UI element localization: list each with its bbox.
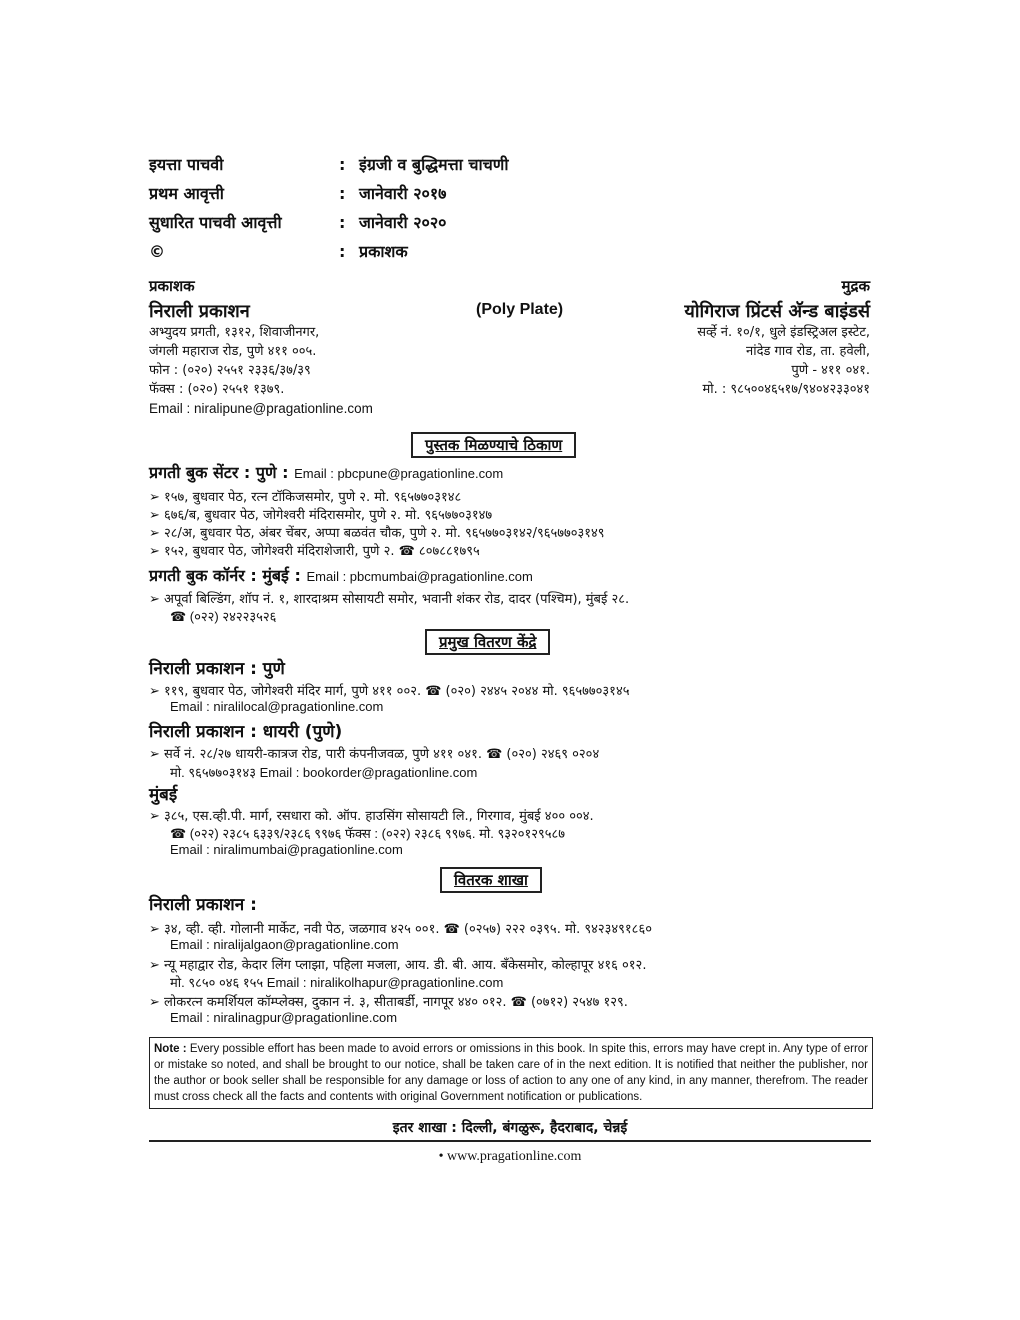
publisher-line: फोन : (०२०) २५५१ २३३६/३७/३९ <box>149 363 311 378</box>
list-item: ➢ अपूर्वा बिल्डिंग, शॉप नं. १, शारदाश्रम सोसायटी समोर, भवानी शंकर रोड, दादर (पश्चिम), मुंबई २८. <box>149 589 629 607</box>
list-item: ➢ ६७६/ब, बुधवार पेठ, जोगेश्वरी मंदिरासमोर, पुणे २. मो. ९६५७७०३१४७ <box>149 505 492 523</box>
publisher-line: फॅक्स : (०२०) २५५१ १३७९. <box>149 382 285 397</box>
website: • www.pragationline.com <box>438 1149 582 1164</box>
list-item: ➢ न्यू महाद्वार रोड, केदार लिंग प्लाझा, पहिला मजला, आय. डी. बी. आय. बँकेसमोर, कोल्हापूर ४१६ ०१२. <box>149 955 646 973</box>
printer-line: सर्व्हे नं. १०/१, धुले इंडस्ट्रिअल इस्टेट, <box>697 325 870 340</box>
note-text: Every possible effort has been made to avoid errors or omissions in this book. In spite this, errors may have crept in. Any type of error or mistake so noted, and shall be brought to our notice, shall be taken care of in the next edition. It is notified that neither the publisher, nor the author or book seller shall be responsible for any damage or loss of action to any one of any kind, in any manner, therefrom. The reader must cross check all the facts and contents with original Government notification or publications. <box>154 1043 868 1103</box>
list-item: ➢ लोकरत्न कमर्शियल कॉम्प्लेक्स, दुकान नं. ३, सीताबर्डी, नागपूर ४४० ०१२. ☎ (०७१२) २५४७ १२९. <box>149 992 628 1010</box>
pbc-mumbai-heading <box>149 564 533 586</box>
list-item: ➢ ११९, बुधवार पेठ, जोगेश्वरी मंदिर मार्ग, पुणे ४११ ००२. ☎ (०२०) २४४५ २०४४ मो. ९६५७७०३१४५ <box>149 681 629 699</box>
printer-line: पुणे - ४११ ०४१. <box>791 363 870 378</box>
publisher-email: Email : niralipune@pragationline.com <box>149 401 373 416</box>
info-key: प्रथम आवृत्ती <box>149 184 224 203</box>
info-row <box>149 182 446 204</box>
list-item-cont: Email : niralijalgaon@pragationline.com <box>170 937 399 952</box>
info-value: प्रकाशक <box>359 242 408 261</box>
info-key: © <box>149 242 165 261</box>
list-item-cont: ☎ (०२२) २४२२३५२६ <box>170 609 277 624</box>
pbc-mumbai-email: Email : pbcmumbai@pragationline.com <box>306 569 533 584</box>
info-key: सुधारित पाचवी आवृत्ती <box>149 213 282 232</box>
info-row <box>149 240 408 262</box>
printer-address <box>697 323 870 399</box>
list-item-cont: ☎ (०२२) २३८५ ६३३९/२३८६ ९९७६ फॅक्स : (०२२) २३८६ ९९७६. मो. ९३२०१२९५८७ <box>170 826 566 841</box>
np-dhayari-heading: निराली प्रकाशन : धायरी (पुणे) <box>149 722 343 742</box>
publisher-name: निराली प्रकाशन <box>149 301 250 322</box>
pbc-pune-heading <box>149 461 503 483</box>
publisher-address <box>149 323 373 418</box>
pbc-pune-title: प्रगती बुक सेंटर : पुणे : <box>149 463 289 482</box>
disclaimer-note <box>149 1037 873 1109</box>
printer-name: योगिराज प्रिंटर्स अ‍ॅन्ड बाइंडर्स <box>684 301 870 322</box>
pbc-pune-email: Email : pbcpune@pragationline.com <box>294 466 504 481</box>
list-item: ➢ ३४, व्ही. व्ही. गोलानी मार्केट, नवी पेठ, जळगाव ४२५ ००१. ☎ (०२५७) २२२ ०३९५. मो. ९४२३४९१८६० <box>149 919 652 937</box>
divider <box>149 1140 871 1142</box>
printer-line: मो. : ९८५००४६५१७/९४०४२३३०४१ <box>702 382 870 397</box>
np-branch-heading: निराली प्रकाशन : <box>149 895 257 915</box>
info-colon: : <box>339 213 346 232</box>
info-row <box>149 153 509 175</box>
list-item-cont: Email : niralimumbai@pragationline.com <box>170 842 403 857</box>
poly-plate: (Poly Plate) <box>476 301 564 318</box>
info-value: इंग्रजी व बुद्धिमत्ता चाचणी <box>359 155 509 174</box>
list-item: ➢ ३८५, एस.व्ही.पी. मार्ग, रसधारा को. ऑप. हाउसिंग सोसायटी लि., गिरगाव, मुंबई ४०० ००४. <box>149 806 594 824</box>
info-colon: : <box>339 184 346 203</box>
note-label: Note : <box>154 1043 187 1055</box>
list-item: ➢ १५७, बुधवार पेठ, रत्न टॉकिजसमोर, पुणे २. मो. ९६५७७०३१४८ <box>149 487 461 505</box>
publisher-heading: प्रकाशक <box>149 277 195 295</box>
pbc-mumbai-title: प्रगती बुक कॉर्नर : मुंबई : <box>149 566 301 585</box>
list-item: ➢ सर्वे नं. २८/२७ धायरी-कात्रज रोड, पारी कंपनीजवळ, पुणे ४११ ०४१. ☎ (०२०) २४६९ ०२०४ <box>149 744 599 762</box>
printer-heading: मुद्रक <box>841 277 870 295</box>
info-colon: : <box>339 155 346 174</box>
list-item: ➢ २८/अ, बुधवार पेठ, अंबर चेंबर, अप्पा बळवंत चौक, पुणे २. मो. ९६५७७०३१४२/९६५७७०३१४९ <box>149 523 605 541</box>
list-item-cont: Email : niralilocal@pragationline.com <box>170 699 384 714</box>
info-value: जानेवारी २०१७ <box>359 184 447 203</box>
other-branches: इतर शाखा : दिल्ली, बंगळुरू, हैदराबाद, चेन्नई <box>392 1120 628 1136</box>
info-row <box>149 211 446 233</box>
mumbai-heading: मुंबई <box>149 785 178 805</box>
info-key: इयत्ता पाचवी <box>149 155 224 174</box>
section-box-heading: पुस्तक मिळण्याचे ठिकाण <box>411 432 576 458</box>
info-value: जानेवारी २०२० <box>359 213 447 232</box>
list-item-cont: मो. ९८५० ०४६ १५५ Email : niralikolhapur@pragationline.com <box>170 975 504 990</box>
list-item-cont: मो. ९६५७७०३१४३ Email : bookorder@pragationline.com <box>170 765 478 780</box>
list-item: ➢ १५२, बुधवार पेठ, जोगेश्वरी मंदिराशेजारी, पुणे २. ☎ ८०७८८१७९५ <box>149 541 480 559</box>
printer-line: नांदेड गाव रोड, ता. हवेली, <box>745 344 870 359</box>
publisher-line: जंगली महाराज रोड, पुणे ४११ ००५. <box>149 344 317 359</box>
list-item-cont: Email : niralinagpur@pragationline.com <box>170 1010 398 1025</box>
info-colon: : <box>339 242 346 261</box>
publisher-line: अभ्युदय प्रगती, १३१२, शिवाजीनगर, <box>149 325 320 340</box>
section-box-heading: वितरक शाखा <box>440 867 542 893</box>
np-pune-heading: निराली प्रकाशन : पुणे <box>149 659 285 679</box>
section-box-heading: प्रमुख वितरण केंद्रे <box>425 629 550 655</box>
